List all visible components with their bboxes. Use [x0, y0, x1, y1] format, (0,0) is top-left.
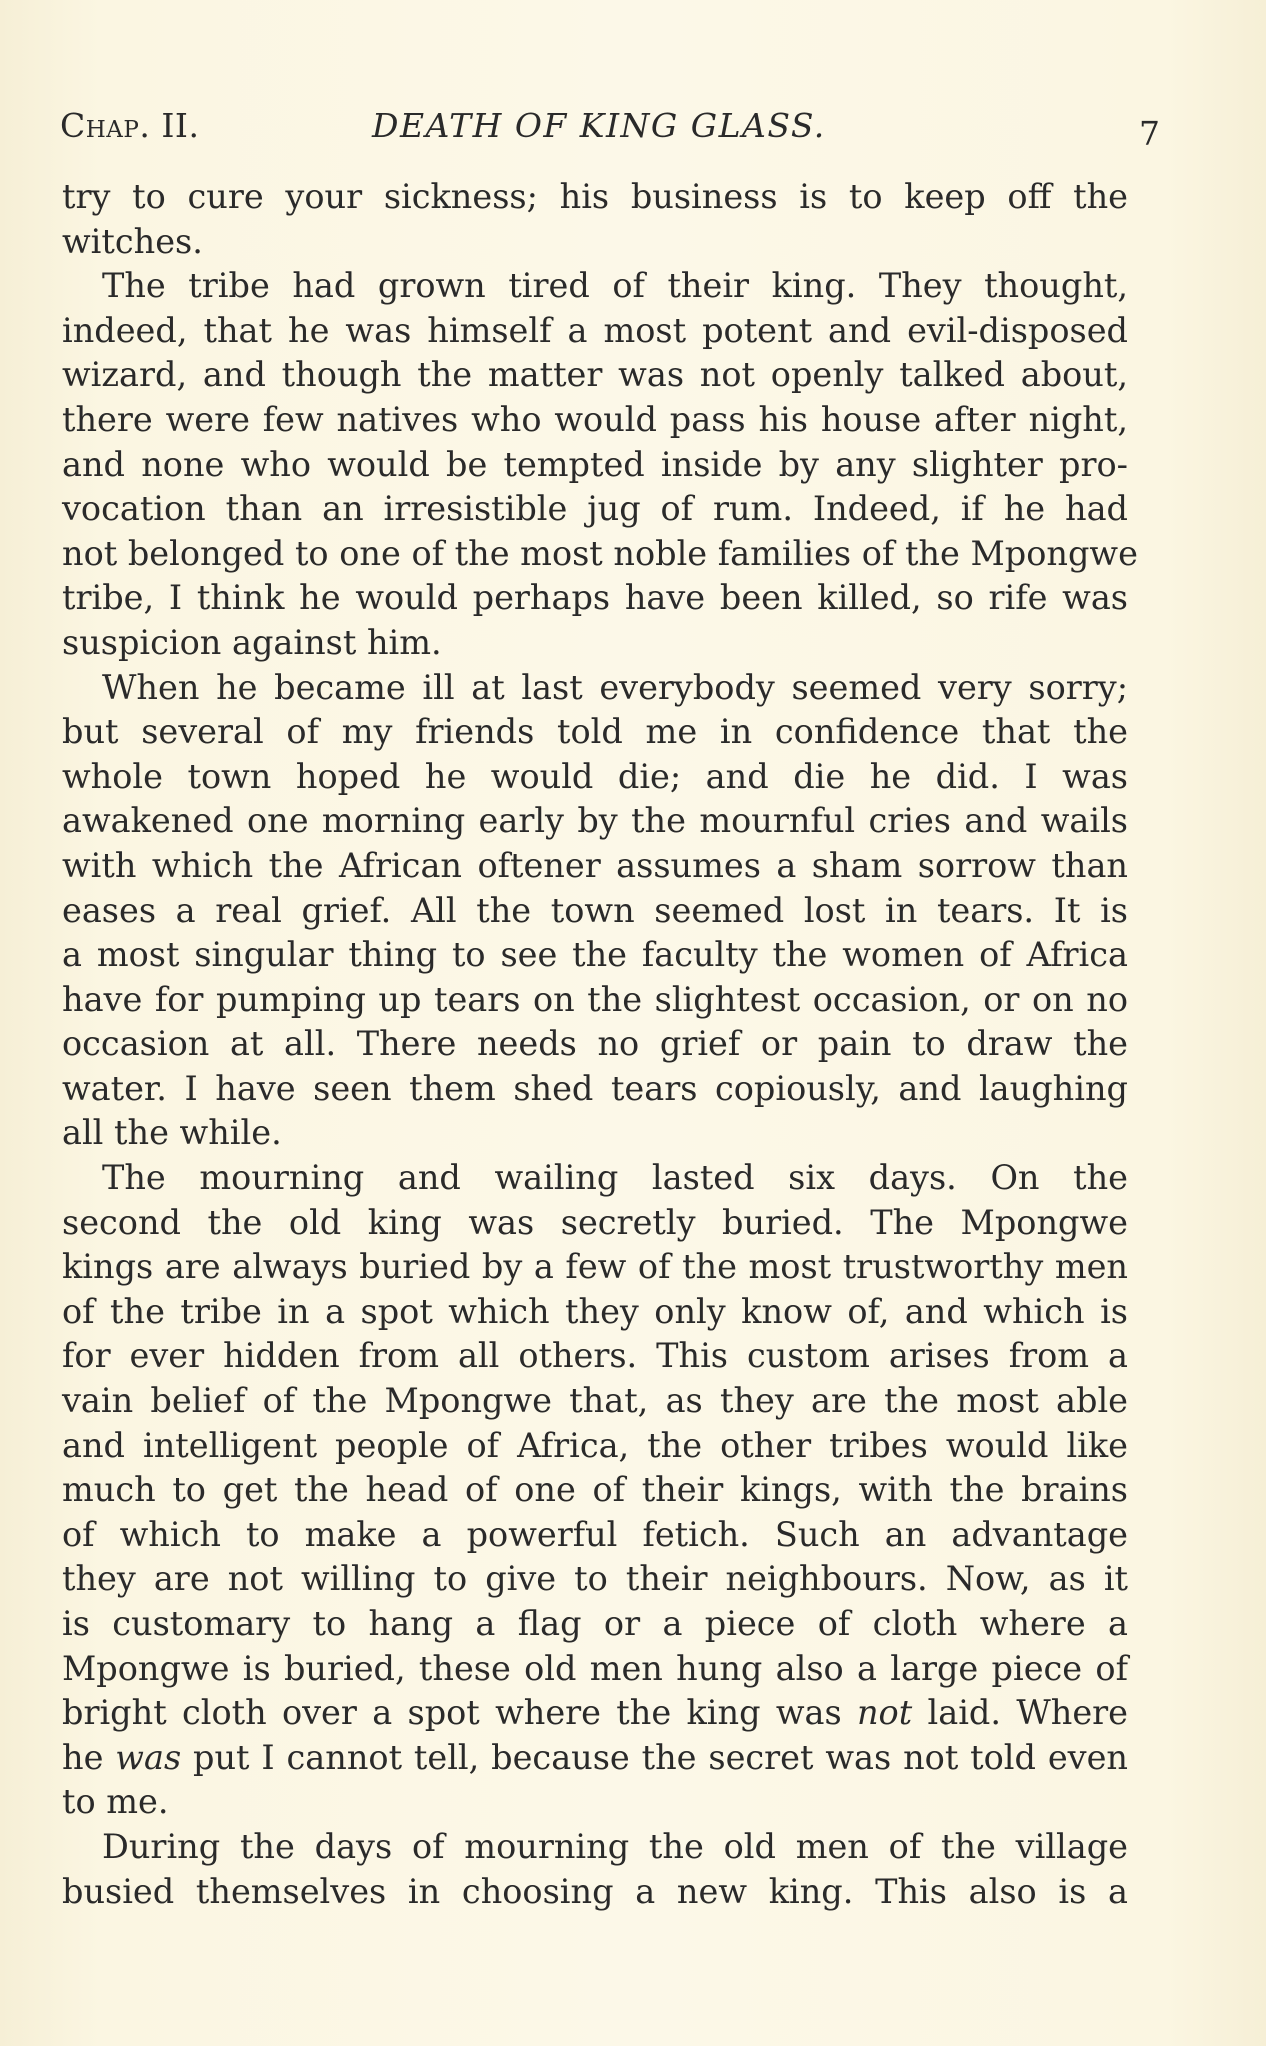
- text-line-content: busied themselves in choosing a new king. This also is a: [62, 1871, 1128, 1911]
- text-line-content: and none who would be tempted inside by any slighter pro-: [62, 444, 1128, 484]
- text-line: [62, 1424, 1128, 1469]
- text-line-content: Mpongwe is buried, these old men hung also a large piece of: [62, 1648, 1128, 1688]
- text-line-content: with which the African oftener assumes a sham sorrow than: [62, 845, 1128, 885]
- text-line: [62, 1780, 1128, 1825]
- text-line: [62, 755, 1128, 800]
- text-line-content: kings are always buried by a few of the most trustworthy men: [62, 1247, 1128, 1287]
- running-title: DEATH OF KING GLASS.: [372, 106, 826, 145]
- text-line: [62, 487, 1128, 532]
- text-line: [62, 1736, 1128, 1781]
- text-line-segment: he: [62, 1737, 116, 1777]
- text-line-content: whole town hoped he would die; and die he did. I was: [62, 756, 1128, 796]
- text-line-content: for ever hidden from all others. This custom arises from a: [62, 1336, 1128, 1376]
- text-line-content: of which to make a powerful fetich. Such an advantage: [62, 1514, 1128, 1554]
- text-line: [62, 398, 1128, 443]
- text-line-content: there were few natives who would pass his house after night,: [62, 399, 1128, 439]
- text-line: [62, 1245, 1128, 1290]
- text-line: [62, 1513, 1128, 1558]
- text-line-content: water. I have seen them shed tears copiously, and laughing: [62, 1068, 1128, 1108]
- text-line-content: occasion at all. There needs no grief or pain to draw the: [62, 1024, 1128, 1064]
- text-line: [62, 1870, 1128, 1915]
- text-line-content: wizard, and though the matter was not openly talked about,: [62, 355, 1128, 395]
- text-line-content: During the days of mourning the old men of the village: [102, 1826, 1128, 1866]
- text-line-content: they are not willing to give to their neighbours. Now, as it: [62, 1559, 1128, 1599]
- text-line: [62, 264, 1128, 309]
- text-line: [62, 799, 1128, 844]
- text-line: [62, 1067, 1128, 1112]
- text-line: [62, 1156, 1128, 1201]
- text-line: [62, 1290, 1128, 1335]
- text-line: [62, 443, 1128, 488]
- text-line: [62, 978, 1128, 1023]
- text-line-content: a most singular thing to see the faculty the women of Africa: [62, 935, 1128, 975]
- text-line: [62, 576, 1128, 621]
- text-line-content: is customary to hang a flag or a piece of cloth where a: [62, 1604, 1128, 1643]
- text-line: [62, 1647, 1128, 1692]
- text-line: [62, 1691, 1128, 1736]
- text-line: [62, 220, 1128, 265]
- text-line-content: try to cure your sickness; his business is to keep off the: [62, 177, 1128, 216]
- text-line-segment: bright cloth over a spot where the king was: [62, 1693, 857, 1733]
- text-line: [62, 1825, 1128, 1870]
- text-line-content: The tribe had grown tired of their king. They thought,: [102, 266, 1128, 306]
- text-line-content: tribe, I think he would perhaps have been killed, so rife was: [62, 578, 1128, 618]
- emphasized-word: not: [856, 1693, 913, 1733]
- text-line: [62, 353, 1128, 398]
- text-line-content: awakened one morning early by the mournful cries and wails: [62, 801, 1128, 841]
- chapter-label: Chap. II.: [60, 106, 200, 145]
- text-line-content: suspicion against him.: [62, 622, 442, 662]
- text-line-content: eases a real grief. All the town seemed lost in tears. It is: [62, 890, 1128, 930]
- text-line: [62, 1111, 1128, 1156]
- text-line: [62, 1557, 1128, 1602]
- text-line-content: of the tribe in a spot which they only know of, and which is: [62, 1291, 1128, 1331]
- text-line: [62, 889, 1128, 934]
- text-line: [62, 175, 1128, 220]
- text-line: [62, 532, 1138, 577]
- text-line: [62, 1602, 1128, 1647]
- text-line: [62, 1468, 1128, 1513]
- text-line-content: vocation than an irresistible jug of rum. Indeed, if he had: [62, 489, 1128, 529]
- text-line-content: but several of my friends told me in confidence that the: [62, 712, 1128, 752]
- text-line-content: witches.: [62, 221, 203, 261]
- text-line: [62, 1379, 1128, 1424]
- body-text: [62, 175, 1138, 1914]
- text-line: [62, 710, 1128, 755]
- text-line: [62, 309, 1128, 354]
- text-line: [62, 844, 1128, 889]
- text-line-content: second the old king was secretly buried. The Mpongwe: [62, 1202, 1128, 1242]
- text-line-content: not belonged to one of the most noble families of the Mpongwe: [62, 533, 1138, 573]
- emphasized-word: was: [115, 1737, 182, 1777]
- page-number: 7: [1139, 114, 1160, 153]
- text-line-content: have for pumping up tears on the slightest occasion, or on no: [62, 979, 1128, 1019]
- text-line: [62, 1201, 1128, 1246]
- text-line: [62, 933, 1128, 978]
- text-line: [62, 621, 1128, 666]
- text-line: [62, 1334, 1128, 1379]
- text-line-content: When he became ill at last everybody seemed very sorry;: [102, 667, 1128, 707]
- text-line-content: all the while.: [62, 1113, 282, 1153]
- text-line-content: much to get the head of one of their kings, with the brains: [62, 1470, 1128, 1510]
- text-line-segment: put I cannot tell, because the secret was not told even: [181, 1737, 1128, 1777]
- text-line-content: indeed, that he was himself a most potent and evil-disposed: [62, 310, 1128, 350]
- text-line: [62, 1022, 1128, 1067]
- running-header: [60, 100, 1160, 153]
- text-line-content: and intelligent people of Africa, the other tribes would like: [62, 1425, 1128, 1465]
- text-line: [62, 666, 1128, 711]
- text-line-content: The mourning and wailing lasted six days. On the: [102, 1158, 1128, 1198]
- text-line-content: to me.: [62, 1782, 169, 1822]
- text-line-content: vain belief of the Mpongwe that, as they are the most able: [62, 1381, 1128, 1421]
- text-line-segment: laid. Where: [912, 1693, 1128, 1733]
